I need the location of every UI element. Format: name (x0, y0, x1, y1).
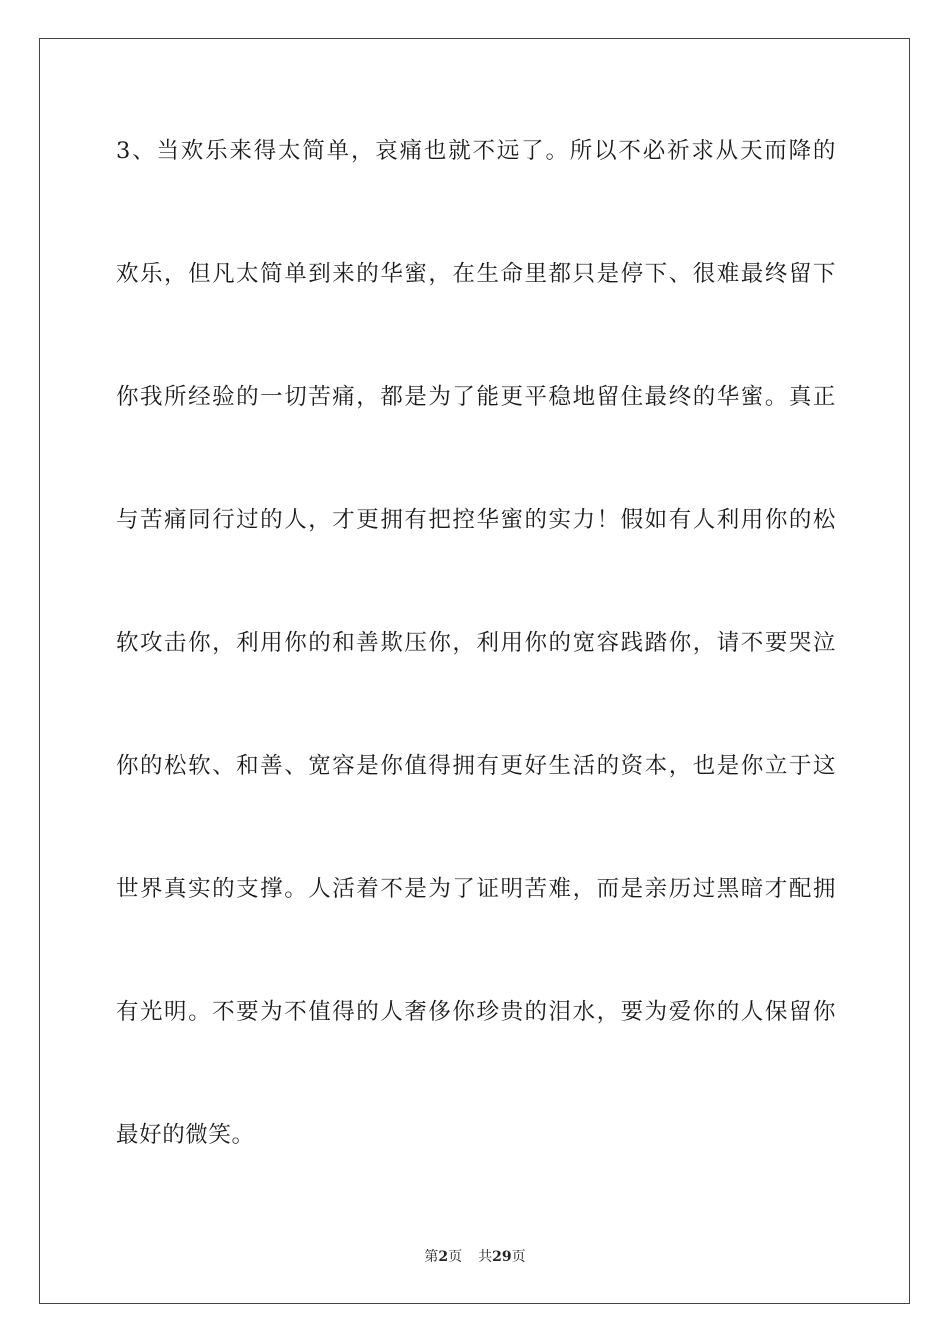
paragraph-line-7: 世界真实的支撑。人活着不是为了证明苦难，而是亲历过黑暗才配拥 (116, 876, 836, 902)
total-pages: 29 (492, 1249, 512, 1265)
paragraph-line-1: 3、当欢乐来得太简单，哀痛也就不远了。所以不必祈求从天而降的 (116, 138, 836, 164)
total-suffix: 页 (511, 1249, 526, 1265)
paragraph-line-3: 你我所经验的一切苦痛，都是为了能更平稳地留住最终的华蜜。真正 (116, 384, 836, 410)
paragraph-line-2: 欢乐，但凡太简单到来的华蜜，在生命里都只是停下、很难最终留下 (116, 261, 836, 287)
page-suffix: 页 (448, 1249, 463, 1265)
total-prefix: 共 (478, 1249, 493, 1265)
paragraph-line-8: 有光明。不要为不值得的人奢侈你珍贵的泪水，要为爱你的人保留你 (116, 999, 836, 1025)
page-number: 2 (438, 1249, 449, 1265)
paragraph-line-5: 软攻击你，利用你的和善欺压你，利用你的宽容践踏你，请不要哭泣 (116, 630, 836, 656)
page-prefix: 第 (424, 1249, 439, 1265)
paragraph-line-4: 与苦痛同行过的人，才更拥有把控华蜜的实力！假如有人利用你的松 (116, 507, 836, 533)
page-footer (0, 1248, 950, 1266)
paragraph-line-6: 你的松软、和善、宽容是你值得拥有更好生活的资本，也是你立于这 (116, 753, 836, 779)
page-border (39, 38, 910, 1304)
paragraph-line-9: 最好的微笑。 (116, 1122, 255, 1148)
